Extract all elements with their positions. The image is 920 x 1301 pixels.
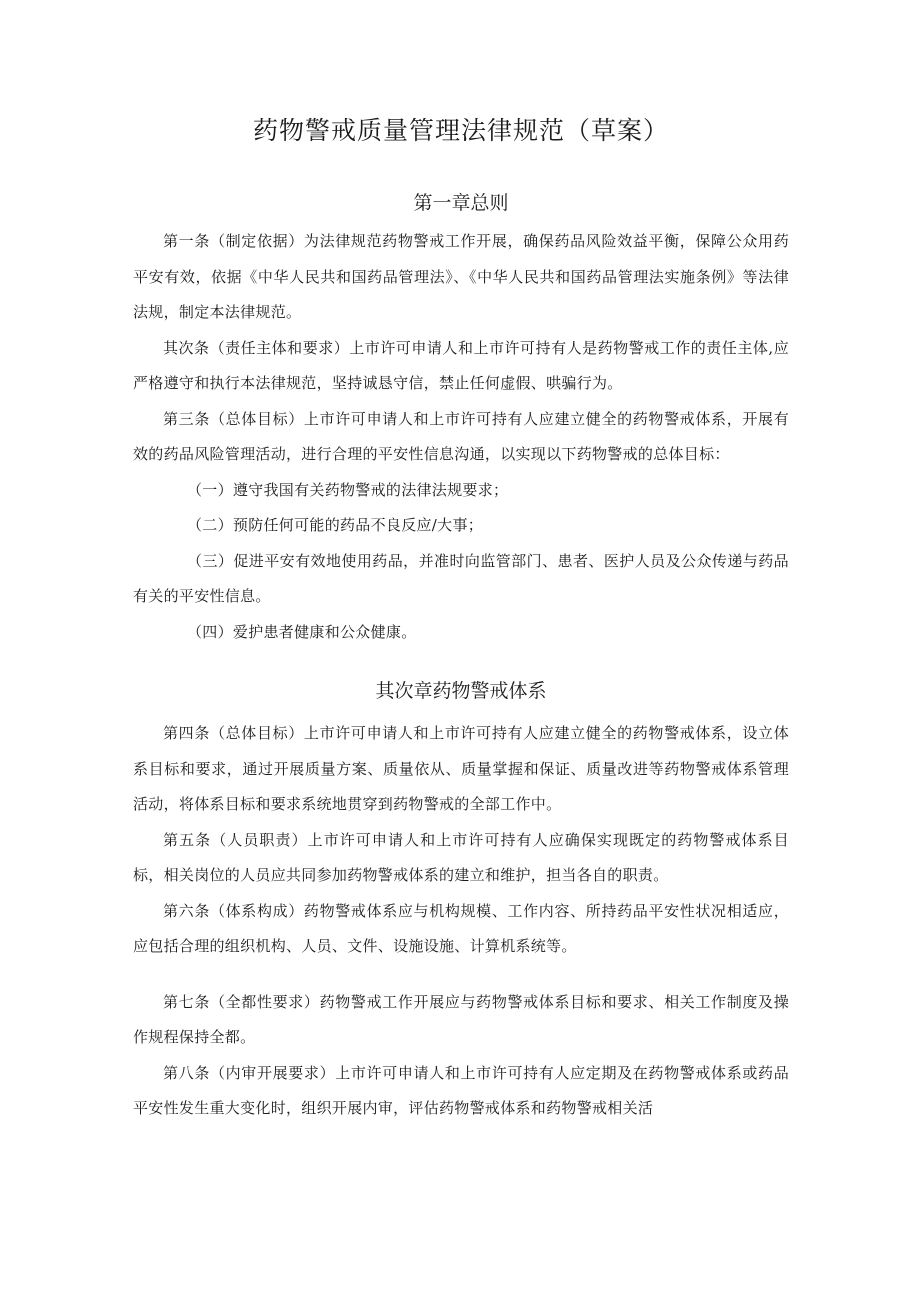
chapter-1-title: 第一章总则 — [413, 192, 509, 214]
list-item: （二）预防任何可能的药品不良反应/大事； — [187, 516, 484, 534]
article-2: 其次条（责任主体和要求）上市许可申请人和上市许可持有人是药物警戒工作的责任主体,应严格遵守和执行本法律规范，坚持诚恳守信，禁止任何虚假、哄骗行为。 — [133, 338, 789, 392]
article-5: 第五条（人员职责）上市许可申请人和上市许可持有人应确保实现既定的药物警戒体系目标，相关岗位的人员应共同参加药物警戒体系的建立和维护，担当各自的职责。 — [133, 830, 789, 884]
list-item: （一）遵守我国有关药物警戒的法律法规要求； — [187, 480, 509, 499]
article-7: 第七条（全都性要求）药物警戒工作开展应与药物警戒体系目标和要求、相关工作制度及操作规程保持全都。 — [133, 992, 789, 1046]
list-item: （四）爱护患者健康和公众健康。 — [187, 622, 417, 641]
paragraph-gap — [133, 965, 789, 985]
chapter-2-title: 其次章药物警戒体系 — [375, 680, 547, 702]
article-3: 第三条（总体目标）上市许可申请人和上市许可持有人应建立健全的药物警戒体系，开展有效的药品风险管理活动，进行合理的平安性信息沟通，以实现以下药物警戒的总体目标： — [133, 409, 789, 463]
article-4: 第四条（总体目标）上市许可申请人和上市许可持有人应建立健全的药物警戒体系，设立体系目标和要求，通过开展质量方案、质量依从、质量掌握和保证、质量改进等药物警戒体系管理活动，将体系目标和要求系统地贯穿到药物警戒的全部工作中。 — [133, 724, 789, 813]
article-1: 第一条（制定依据）为法律规范药物警戒工作开展，确保药品风险效益平衡，保障公众用药平安有效，依据《中华人民共和国药品管理法》、《中华人民共和国药品管理法实施条例》等法律法规，制定本法律规范。 — [133, 232, 789, 321]
article-8: 第八条（内审开展要求）上市许可申请人和上市许可持有人应定期及在药物警戒体系或药品平安性发生重大变化时，组织开展内审，评估药物警戒体系和药物警戒相关活 — [133, 1063, 789, 1117]
document-title: 药物警戒质量管理法律规范（草案） — [252, 116, 669, 145]
article-6: 第六条（体系构成）药物警戒体系应与机构规模、工作内容、所持药品平安性状况相适应，应包括合理的组织机构、人员、文件、设施设施、计算机系统等。 — [133, 901, 789, 955]
list-item: （三）促进平安有效地使用药品，并准时向监管部门、患者、医护人员及公众传递与药品有关的平安性信息。 — [133, 551, 789, 605]
document-page — [133, 108, 789, 1127]
